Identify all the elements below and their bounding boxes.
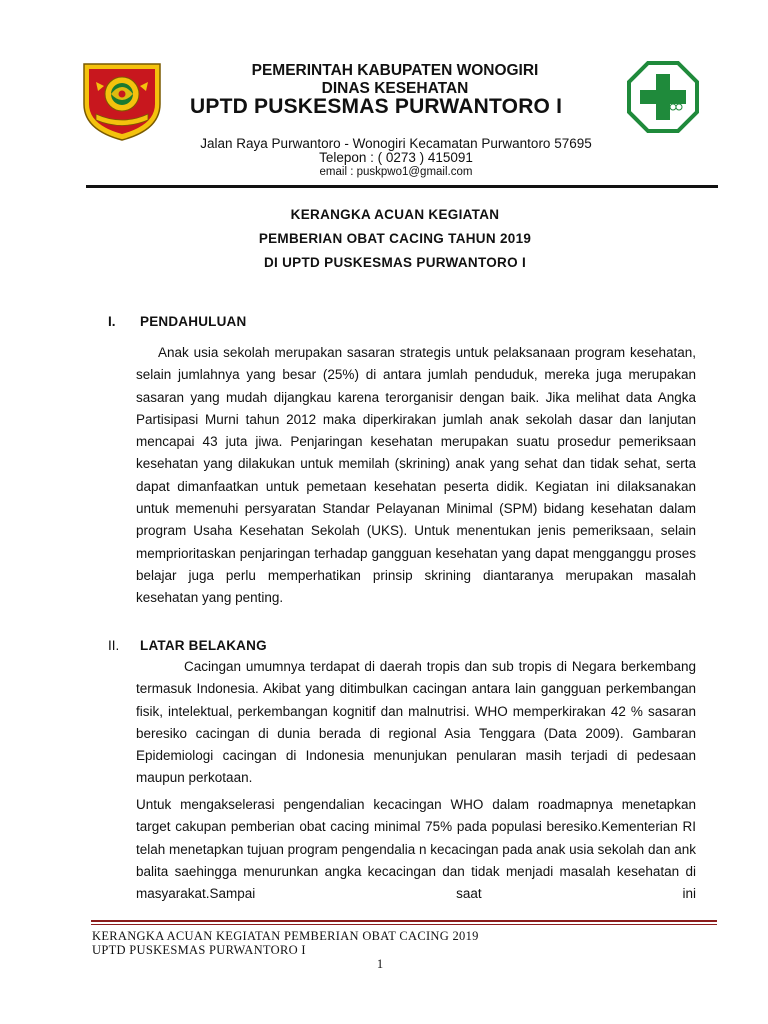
footer-institution: UPTD PUSKESMAS PURWANTORO I [92, 943, 306, 957]
letterhead-address: Jalan Raya Purwantoro - Wonogiri Kecamatan Purwantoro 57695 [200, 136, 592, 151]
section-heading: PENDAHULUAN [140, 314, 247, 329]
document-title-line-3: DI UPTD PUSKESMAS PURWANTORO I [263, 255, 527, 270]
section-heading: LATAR BELAKANG [140, 638, 267, 653]
document-title-line-1: KERANGKA ACUAN KEGIATAN [290, 207, 500, 222]
letterhead-department-name: DINAS KESEHATAN [321, 80, 469, 97]
body-paragraph: Cacingan umumnya terdapat di daerah tropis dan sub tropis di Negara berkembang termasuk Indonesia. Akibat yang ditimbulkan cacingan antara lain gangguan perkembangan fisik, intelektual, perkembangan kognitif dan malnutrisi. WHO memperkirakan 42 % sasaran beresiko cacingan di dunia berada di regional Asia Tenggara (Data 2009). Gambaran Epidemiologi cacingan di Indonesia menunjukan penularan masih terjadi di pedesaan maupun perkotaan. [136, 659, 696, 786]
letterhead-government-name: PEMERINTAH KABUPATEN WONOGIRI [251, 62, 539, 79]
section-number: II. [108, 638, 120, 653]
wonogiri-regency-emblem-icon [80, 58, 164, 142]
footer-divider-thin [91, 924, 717, 925]
letterhead-email: email : puskpwo1@gmail.com [319, 166, 473, 178]
document-title-line-2: PEMBERIAN OBAT CACING TAHUN 2019 [258, 231, 532, 246]
body-paragraph: Untuk mengakselerasi pengendalian kecacingan WHO dalam roadmapnya menetapkan target cakupan pemberian obat cacing minimal 75% pada populasi beresiko.Kementerian RI telah menetapkan tujuan program pengendalia n kecacingan pada anak usia sekolah dan ank balita saehingga menurunkan angka kecacingan dan tidak menjadi masalah kesehatan di masyarakat.Sampai saat ini [136, 797, 696, 902]
letterhead-telephone: Telepon : ( 0273 ) 415091 [319, 150, 473, 165]
page-number: 1 [376, 957, 384, 971]
letterhead-divider [86, 185, 718, 188]
body-paragraph: Anak usia sekolah merupakan sasaran strategis untuk pelaksanaan program kesehatan, selain jumlahnya yang besar (25%) di antara jumlah penduduk, mereka juga merupakan sasaran yang mudah dijangkau karena terorganisir dengan baik. Jika melihat data Angka Partisipasi Murni tahun 2012 maka diperkirakan jumlah anak sekolah dasar dan lanjutan mencapai 43 juta jiwa. Penjaringan kesehatan merupakan suatu prosedur pemeriksaan kesehatan yang dilakukan untuk memilah (skrining) anak yang sehat dan tidak sehat, serta dapat dimanfaatkan untuk pemetaan kesehatan peserta didik. Kegiatan ini dilaksanakan untuk memenuhi persyaratan Standar Pelayanan Minimal (SPM) bidang kesehatan dalam program Usaha Kesehatan Sekolah (UKS). Untuk menentukan jenis pemeriksaan, selain memprioritaskan penjaringan terhadap gangguan kesehatan yang dapat mengganggu proses belajar juga perlu memperhatikan prinsip skrining diantaranya merupakan masalah kesehatan yang penting. [136, 345, 696, 606]
puskesmas-green-cross-icon [626, 60, 700, 134]
footer-document-title: KERANGKA ACUAN KEGIATAN PEMBERIAN OBAT CACING 2019 [92, 929, 479, 943]
section-number: I. [108, 314, 116, 329]
footer-divider [91, 920, 717, 922]
letterhead-institution-title: UPTD PUSKESMAS PURWANTORO I [190, 95, 563, 118]
